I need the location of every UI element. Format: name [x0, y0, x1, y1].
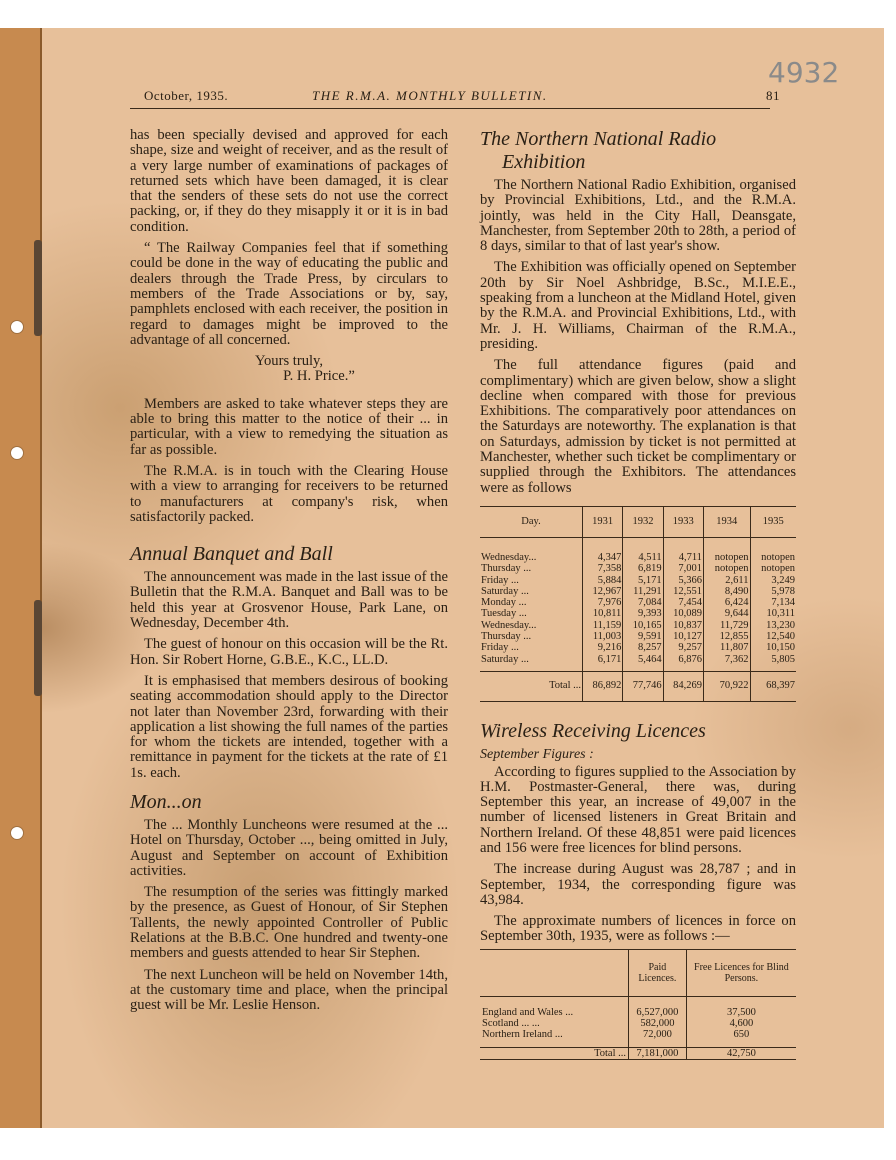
table-cell: 9,644	[703, 608, 750, 619]
licences-body	[480, 996, 796, 1059]
table-cell: 7,001	[663, 563, 703, 574]
table-row	[480, 1018, 796, 1029]
paragraph: The R.M.A. is in touch with the Clearing House with a view to arranging for receivers to be returned to manufacturers at company's risk, when satisfactorily packed.	[130, 462, 448, 525]
table-cell: 5,464	[623, 654, 663, 672]
table-cell: 10,127	[663, 631, 703, 642]
table-cell: 70,922	[703, 671, 750, 701]
table-header-row	[480, 506, 796, 537]
table-cell: 4,711	[663, 537, 703, 563]
table-cell: 10,811	[583, 608, 623, 619]
page-number: 81	[766, 88, 780, 103]
column-header: Free Licences for Blind Persons.	[686, 949, 796, 996]
paragraph: The approximate numbers of licences in force on September 30th, 1935, were as follows :—	[480, 913, 796, 945]
table-cell: 9,216	[583, 642, 623, 653]
table-row	[480, 1029, 796, 1047]
table-row	[480, 597, 796, 608]
table-row	[480, 608, 796, 619]
paragraph: The ... Monthly Luncheons were resumed at the ... Hotel on Thursday, October ..., being omitted in July, August and September on account of Exhibition activities.	[130, 816, 448, 879]
heading-line: The Northern National Radio	[480, 128, 717, 150]
table-cell: 9,393	[623, 608, 663, 619]
table-row	[480, 654, 796, 672]
column-header: 1934	[703, 506, 750, 537]
paragraph: It is emphasised that members desirous of booking seating accommodation should apply to the Director not later than November 23rd, forwarding with their application a list showing the full names of the parties for whom the tickets are intended, together with a remittance in payment for the tickets at the rate of £1 1s. each.	[130, 672, 448, 781]
header-rule	[130, 108, 770, 109]
right-column	[480, 128, 796, 1060]
row-label: Total ...	[480, 1047, 629, 1059]
table-cell: 12,540	[750, 631, 796, 642]
table-cell: 10,089	[663, 608, 703, 619]
table-row	[480, 996, 796, 1018]
table-total-row	[480, 1047, 796, 1059]
table-cell: 11,729	[703, 620, 750, 631]
table-cell: notopen	[750, 563, 796, 574]
section-subheading: September Figures :	[480, 747, 594, 763]
table-row	[480, 575, 796, 586]
section-heading: Annual Banquet and Ball	[130, 543, 333, 566]
paragraph: According to figures supplied to the Association by H.M. Postmaster-General, there was, during September this year, an increase of 49,007 in the number of licensed listeners in Great Britain and Northern Ireland. Of these 48,851 were paid licences and 156 were free licences for blind persons.	[480, 763, 796, 856]
table-cell: 8,490	[703, 586, 750, 597]
table-cell: 68,397	[750, 671, 796, 701]
table-cell: 7,181,000	[629, 1047, 687, 1059]
punch-hole	[10, 320, 24, 334]
table-cell: 7,362	[703, 654, 750, 672]
table-cell: 6,171	[583, 654, 623, 672]
table-cell: notopen	[703, 563, 750, 574]
row-label: Wednesday...	[481, 551, 537, 563]
table-row	[480, 620, 796, 631]
table-cell: 4,600	[686, 1018, 796, 1029]
table-cell: 7,358	[583, 563, 623, 574]
row-label: Thursday ...	[481, 631, 532, 643]
header-title: THE R.M.A. MONTHLY BULLETIN.	[312, 88, 548, 103]
header-date: October, 1935.	[144, 88, 229, 103]
table-cell: 84,269	[663, 671, 703, 701]
row-label: Wednesday...	[481, 619, 537, 631]
table-cell: 7,134	[750, 597, 796, 608]
column-header: 1935	[750, 506, 796, 537]
closing: Yours truly,	[254, 353, 324, 370]
table-cell: 10,311	[750, 608, 796, 619]
table-cell: 4,347	[583, 537, 623, 563]
row-label: England and Wales ...	[482, 1006, 574, 1018]
row-label: Total ...	[480, 671, 583, 701]
table-cell: 11,003	[583, 631, 623, 642]
table-row	[480, 563, 796, 574]
table-cell: 37,500	[686, 996, 796, 1018]
table-cell: 6,876	[663, 654, 703, 672]
table-total-row	[480, 671, 796, 701]
table-cell: 7,084	[623, 597, 663, 608]
column-header	[480, 949, 629, 996]
table-cell: 9,257	[663, 642, 703, 653]
table-cell: 5,171	[623, 575, 663, 586]
column-header: 1932	[623, 506, 663, 537]
table-cell: notopen	[750, 537, 796, 563]
table-cell: 5,978	[750, 586, 796, 597]
row-label: Northern Ireland ...	[482, 1029, 563, 1041]
table-row	[480, 537, 796, 563]
table-cell: 10,837	[663, 620, 703, 631]
table-cell: 582,000	[629, 1018, 687, 1029]
paragraph: The full attendance figures (paid and complimentary) which are given below, show a slight decline when compared with those for previous Exhibitions. The comparatively poor attendances on the Saturdays are noteworthy. The explanation is that on Saturdays, admission by ticket is not permitted at Manchester, whether such ticket be complimentary or supplied through the Exhibitors. The attendances were as follows	[480, 357, 796, 496]
table-cell: 72,000	[629, 1029, 687, 1047]
table-header-row	[480, 949, 796, 996]
staple-bottom	[34, 600, 42, 696]
paragraph: The announcement was made in the last issue of the Bulletin that the R.M.A. Banquet and Ball was to be held this year at Grosvenor House, Park Lane, on Wednesday, December 4th.	[130, 569, 448, 632]
table-cell: 10,165	[623, 620, 663, 631]
paragraph: The next Luncheon will be held on November 14th, at the customary time and place, when the principal guest will be Mr. Leslie Henson.	[130, 966, 448, 1014]
row-label: Saturday ...	[481, 653, 529, 665]
table-cell: 12,551	[663, 586, 703, 597]
row-label: Friday ...	[481, 642, 519, 654]
row-label: Friday ...	[481, 574, 519, 586]
attendance-body	[480, 537, 796, 701]
attendance-table	[480, 506, 796, 702]
table-cell: notopen	[703, 537, 750, 563]
table-cell: 2,611	[703, 575, 750, 586]
punch-hole	[10, 446, 24, 460]
binding-spine	[0, 28, 42, 1128]
paragraph: has been specially devised and approved for each shape, size and weight of receiver, and as the result of a very large number of examinations of packages of returned sets which have been damaged, it is clear that the senders of these sets do not use the correct packing, or, if they do they misapply it or it is in bad condition.	[130, 127, 448, 235]
table-row	[480, 642, 796, 653]
table-cell: 7,976	[583, 597, 623, 608]
table-cell: 12,855	[703, 631, 750, 642]
table-cell: 5,805	[750, 654, 796, 672]
table-cell: 6,424	[703, 597, 750, 608]
punch-hole	[10, 826, 24, 840]
table-cell: 8,257	[623, 642, 663, 653]
handwritten-number: 4932	[768, 56, 840, 89]
column-header: 1933	[663, 506, 703, 537]
table-cell: 42,750	[686, 1047, 796, 1059]
column-header: Day.	[480, 506, 583, 537]
row-label: Saturday ...	[481, 585, 529, 597]
table-cell: 6,819	[623, 563, 663, 574]
table-cell: 86,892	[583, 671, 623, 701]
table-cell: 13,230	[750, 620, 796, 631]
section-heading: Wireless Receiving Licences	[480, 720, 706, 743]
table-cell: 5,884	[583, 575, 623, 586]
row-label: Thursday ...	[481, 563, 532, 575]
table-cell: 11,159	[583, 620, 623, 631]
paragraph: The resumption of the series was fittingly marked by the presence, as Guest of Honour, of Sir Stephen Tallents, the newly appointed Controller of Public Relations at the B.B.C. One hundred and twenty-one members and guests attended to hear Sir Stephen.	[130, 884, 448, 962]
table-cell: 4,511	[623, 537, 663, 563]
paragraph: “ The Railway Companies feel that if something could be done in the way of educating the public and dealers through the Trade Press, by circulars to members of the Trade Associations or by, say, pamphlets enclosed with each receiver, the position in regard to damages might be improved to the advantage of all concerned.	[130, 240, 448, 348]
left-column	[130, 128, 448, 1020]
table-cell: 77,746	[623, 671, 663, 701]
paragraph: The Exhibition was officially opened on September 20th by Sir Noel Ashbridge, B.Sc., M.I.E.E., speaking from a luncheon at the Midland Hotel, given by the R.M.A. and Provincial Exhibitions, Ltd., with Mr. J. H. Williams, Chairman of the R.M.A., presiding.	[480, 259, 796, 352]
table-cell: 9,591	[623, 631, 663, 642]
paragraph: Members are asked to take whatever steps they are able to bring this matter to the notice of their ... in particular, with a view to remedying the situation as far as possible.	[130, 395, 448, 458]
section-heading	[480, 128, 796, 174]
heading-line: Exhibition	[502, 151, 586, 173]
paragraph: The guest of honour on this occasion will be the Rt. Hon. Sir Robert Horne, G.B.E., K.C., LL.D.	[130, 636, 448, 668]
table-cell: 7,454	[663, 597, 703, 608]
row-label: Scotland ... ...	[482, 1018, 540, 1030]
section-heading: Mon...on	[130, 790, 202, 813]
table-cell: 12,967	[583, 586, 623, 597]
paragraph: The Northern National Radio Exhibition, organised by Provincial Exhibitions, Ltd., and the R.M.A. jointly, was held in the City Hall, Deansgate, Manchester, from September 20th to 28th, a period of 8 days, similar to that of last year's show.	[480, 177, 796, 255]
table-cell: 5,366	[663, 575, 703, 586]
table-cell: 11,807	[703, 642, 750, 653]
table-cell: 650	[686, 1029, 796, 1047]
column-header: Paid Licences.	[629, 949, 687, 996]
paragraph: The increase during August was 28,787 ; and in September, 1934, the corresponding figure was 43,984.	[480, 861, 796, 908]
table-cell: 6,527,000	[629, 996, 687, 1018]
row-label: Tuesday ...	[481, 608, 527, 620]
signature: P. H. Price.”	[283, 368, 355, 385]
row-label: Monday ...	[481, 597, 527, 609]
licences-table	[480, 949, 796, 1060]
table-cell: 11,291	[623, 586, 663, 597]
table-cell: 3,249	[750, 575, 796, 586]
table-row	[480, 586, 796, 597]
table-row	[480, 631, 796, 642]
staple-top	[34, 240, 42, 336]
table-cell: 10,150	[750, 642, 796, 653]
column-header: 1931	[583, 506, 623, 537]
